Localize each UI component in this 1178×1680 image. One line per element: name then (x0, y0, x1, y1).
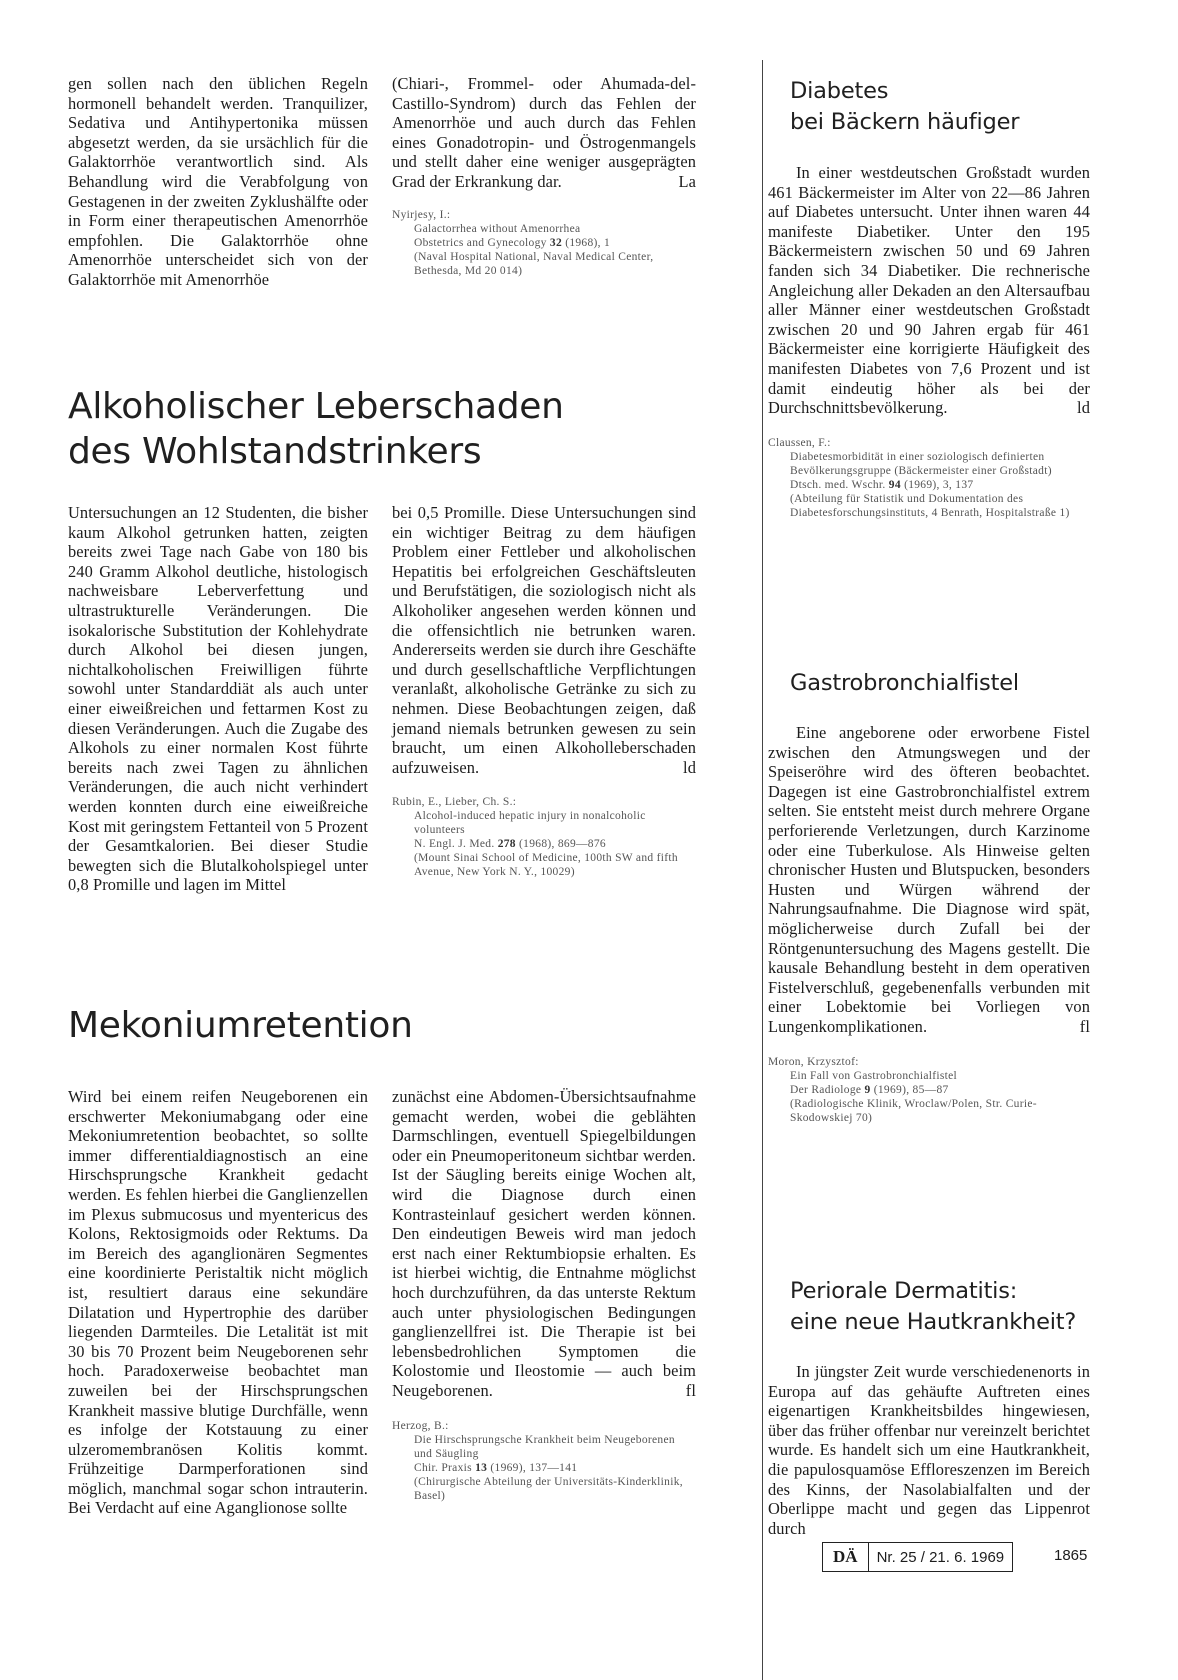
article-title (790, 1276, 1090, 1338)
galaktorrhoe-left-text: gen sollen nach den üblichen Regeln hormonell behandelt werden. Tranquilizer, Sedativa und Antihypertonika müssen abgesetzt werden, da sie ursächlich für die Galaktorrhöe verantwortlich sind. Als Behandlung wird die Verabfolgung von Gestagenen in der zweiten Zyklushälfte oder in Form einer therapeutischen Amenorrhöe empfohlen. Die Galaktorrhöe ohne Amenorrhöe unterscheidet sich von der Galaktorrhöe mit Amenorrhöe (68, 74, 368, 289)
gastro-text: Eine angeborene oder erworbene Fistel zwischen den Atmungswegen und der Speiseröhre wird des öfteren beobachtet. Dagegen ist eine Gastrobronchialfistel extrem selten. Sie entsteht meist durch mehrere Organe perforierende Verletzungen, durch Karzinome oder eine Tuberkulose. Als Hinweise gelten chronischer Husten und Blutspucken, besonders Husten und Würgen während der Nahrungsaufnahme. Die Diagnose wird spät, möglicherweise durch Zufall bei der Röntgenuntersuchung des Magens gestellt. Die kausale Behandlung besteht in dem operativen Fistelverschluß, gegebenenfalls verbunden mit einer Lobektomie bei Vorliegen von Lungenkomplikationen. (768, 723, 1090, 1036)
reference (768, 436, 1090, 520)
reference-title: Die Hirschsprungsche Krankheit beim Neugeborenen und Säugling (414, 1433, 675, 1460)
diabetes-text: In einer westdeutschen Großstadt wurden 461 Bäckermeister im Alter von 22—86 Jahren auf Diabetes untersucht. Unter ihnen waren 44 manifeste Diabetiker. Unter den 195 Bäckermeistern zwischen 50 und 69 Jahren fanden sich 34 Diabetiker. Die rechnerische Angleichung aller Dekaden an den Altersaufbau aller Männer einer westdeutschen Großstadt zwischen 20 und 90 Jahren ergab für 461 Bäckermeister eine korrigierte Häufigkeit des manifesten Diabetes von 7,6 Prozent und ist damit eindeutig höher als bei der Durchschnittsbevölkerung. (768, 163, 1090, 418)
reference-address: (Radiologische Klinik, Wroclaw/Polen, Str. Curie-Skodowskiej 70) (790, 1097, 1037, 1124)
reference (768, 1055, 1090, 1125)
leberschaden-right-column (392, 503, 696, 879)
gastro-column (768, 723, 1090, 1125)
reference-address: (Abteilung für Statistik und Dokumentation des Diabetesforschungsinstituts, 4 Benrath, Hospitalstraße 1) (790, 492, 1070, 519)
leberschaden-left-column (68, 503, 368, 895)
reference-author: Claussen, F.: (768, 436, 831, 449)
author-signature: La (678, 171, 696, 191)
article-title (68, 1003, 708, 1048)
reference-title: Alcohol-induced hepatic injury in nonalcoholic volunteers (414, 810, 646, 837)
issue-number: Nr. 25 / 21. 6. 1969 (876, 1548, 1005, 1566)
article-title (68, 384, 708, 474)
reference-address: (Naval Hospital National, Naval Medical Center, Bethesda, Md 20 014) (414, 250, 654, 277)
galaktorrhoe-right-column (392, 74, 696, 278)
reference-citation: Obstetrics and Gynecology 32 (1968), 1 (414, 236, 611, 249)
mekonium-left-text: Wird bei einem reifen Neugeborenen ein erschwerter Mekoniumabgang oder eine Mekoniumretention beobachtet, so sollte immer differentialdiagnostisch an eine Hirschsprungsche Krankheit gedacht werden. Es fehlen hierbei die Ganglienzellen im Plexus submucosus und myentericus des Kolons, Rektosigmoids oder Rektums. Da im Bereich des aganglionären Segmentes eine koordinierte Peristaltik nicht möglich ist, resultiert daraus eine sekundäre Dilatation und Hypertrophie des darüber liegenden Darmteiles. Die Letalität ist mit 30 bis 70 Prozent beim Neugeborenen sehr hoch. Paradoxerweise beobachtet man zuweilen bei der Hirschsprungschen Krankheit massive blutige Durchfälle, wenn es infolge der Kotstauung zu einer ulzeromembranösen Kolitis kommt. Frühzeitige Darmperforationen sind möglich, manchmal sogar schon intrauterin. Bei Verdacht auf eine Aganglionose sollte (68, 1087, 368, 1518)
reference (392, 1419, 696, 1503)
galaktorrhoe-left-column (68, 74, 368, 290)
title-line: Alkoholischer Leberschaden (68, 386, 564, 427)
reference-title: Diabetesmorbidität in einer soziologisch definierten Bevölkerungsgruppe (Bäckermeister einer Großstadt) (790, 450, 1052, 477)
perioral-text: In jüngster Zeit wurde verschiedenenorts in Europa auf das gehäufte Auftreten eines eigenartigen Krankheitsbildes hingewiesen, über das früher offenbar nur vereinzelt berichtet wurde. Es handelt sich um eine Hautkrankheit, die papulosquamöse Effloreszenzen im Bereich des Kinns, der Nasolabialfalten und der Oberlippe macht und gegen das Lippenrot durch (768, 1362, 1090, 1538)
reference-address: (Chirurgische Abteilung der Universitäts-Kinderklinik, Basel) (414, 1475, 683, 1502)
reference (392, 208, 696, 278)
perioral-column (768, 1362, 1090, 1538)
mekonium-left-column (68, 1087, 368, 1518)
reference-title: Ein Fall von Gastrobronchialfistel (790, 1069, 958, 1082)
reference-author: Rubin, E., Lieber, Ch. S.: (392, 796, 517, 809)
leberschaden-left-text: Untersuchungen an 12 Studenten, die bisher kaum Alkohol getrunken hatten, zeigten bereits zwei Tage nach Gabe von 180 bis 240 Gramm Alkohol deutliche, histologisch nachweisbare Leberverfettung und ultrastrukturelle Veränderungen. Die isokalorische Substitution der Kohlehydrate durch Alkohol bei diesen jungen, nichtalkoholischen Freiwilligen führte sowohl unter Standarddiät als auch unter einer eiweißreichen und fettarmen Kost zu diesen Veränderungen. Auch die Zugabe des Alkohols zu einer normalen Kost führte bereits nach zwei Tagen zu ähnlichen Veränderungen, die auch nicht verhindert werden konnten durch eine eiweißreiche Kost mit geringstem Fettanteil von 5 Prozent der Gesamtkalorien. Bei dieser Studie bewegten sich die Blutalkoholspiegel unter 0,8 Promille und lagen im Mittel (68, 503, 368, 895)
reference-author: Nyirjesy, I.: (392, 208, 451, 221)
reference-citation: Chir. Praxis 13 (1969), 137—141 (414, 1461, 578, 1474)
author-signature: fl (1079, 1016, 1090, 1036)
reference-address: (Mount Sinai School of Medicine, 100th SW and fifth Avenue, New York N. Y., 10029) (414, 852, 678, 879)
reference-citation: N. Engl. J. Med. 278 (1968), 869—876 (414, 838, 606, 851)
diabetes-column (768, 163, 1090, 520)
mekonium-right-text: zunächst eine Abdomen-Übersichtsaufnahme gemacht werden, wobei die geblähten Darmschlingen, eventuell Spiegelbildungen oder ein Pneumoperitoneum sichtbar werden. Ist der Säugling bereits einige Wochen alt, wird die Diagnose durch einen Kontrasteinlauf gesichert werden können. Den eindeutigen Beweis wird man jedoch erst nach einer Rektumbiopsie erhalten. Es ist hierbei wichtig, die Entnahme möglichst hoch durchzuführen, da das unterste Rektum auch unter physiologischen Bedingungen ganglienzellfrei ist. Die Therapie ist bei lebensbedrohlichen Symptomen die Kolostomie und Ileostomie — auch beim Neugeborenen. (392, 1087, 696, 1400)
article-title (790, 668, 1090, 699)
reference-citation: Dtsch. med. Wschr. 94 (1969), 3, 137 (790, 478, 974, 491)
title-line: bei Bäckern häufiger (790, 109, 1020, 135)
title-line: eine neue Hautkrankheit? (790, 1309, 1077, 1335)
reference-author: Moron, Krzysztof: (768, 1055, 859, 1068)
reference-author: Herzog, B.: (392, 1419, 449, 1432)
author-signature: fl (685, 1380, 696, 1400)
issue-box (822, 1542, 1013, 1572)
title-line: Mekoniumretention (68, 1005, 413, 1046)
mekonium-right-column (392, 1087, 696, 1503)
article-title (790, 76, 1090, 138)
column-divider (762, 60, 763, 1680)
leberschaden-right-text: bei 0,5 Promille. Diese Untersuchungen sind ein wichtiger Beitrag zu dem häufigen Problem einer Fettleber und alkoholischen Hepatitis bei erfolgreichen Geschäftsleuten und Berufstätigen, die soziologisch nicht als Alkoholiker angesehen werden können und die offensichtlich nie betrunken waren. Andererseits werden sie durch ihre Geschäfte und durch gesellschaftliche Verpflichtungen veranlaßt, alkoholische Getränke zu sich zu nehmen. Diese Beobachtungen zeigen, daß jemand niemals betrunken gewesen zu sein braucht, um einen Alkoholleberschaden aufzuweisen. (392, 503, 696, 777)
title-line: Periorale Dermatitis: (790, 1278, 1018, 1304)
reference-title: Galactorrhea without Amenorrhea (414, 222, 581, 235)
title-line: des Wohlstandstrinkers (68, 431, 482, 472)
author-signature: ld (1077, 398, 1090, 418)
journal-logo: DÄ (823, 1543, 869, 1571)
title-line: Gastrobronchialfistel (790, 670, 1019, 696)
page-number: 1865 (1054, 1547, 1088, 1564)
reference (392, 795, 696, 879)
author-signature: ld (683, 757, 696, 777)
reference-citation: Der Radiologe 9 (1969), 85—87 (790, 1083, 949, 1096)
title-line: Diabetes (790, 78, 889, 104)
galaktorrhoe-right-text: (Chiari-, Frommel- oder Ahumada-del-Castillo-Syndrom) durch das Fehlen der Amenorrhöe und auch durch das Fehlen eines Gonadotropin- und Östrogenmangels und stellt daher eine weniger ausgeprägten Grad der Erkrankung dar. (392, 74, 696, 191)
